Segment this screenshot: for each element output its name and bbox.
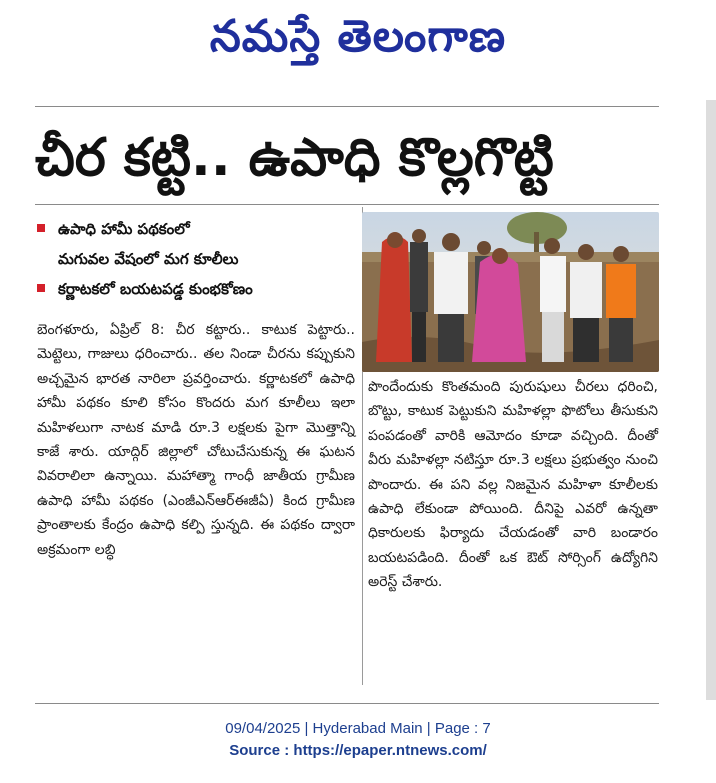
- page-edge-strip: [706, 100, 716, 700]
- red-square-bullet-icon: [37, 224, 45, 232]
- highlight-line: కర్ణాటకలో బయటపడ్డ కుంభకోణం: [58, 280, 253, 298]
- source-line: Source : https://epaper.ntnews.com/: [229, 742, 487, 759]
- page-footer: [0, 718, 716, 762]
- article-headline: చీర కట్టి.. ఉపాధి కొల్లగొట్టి: [35, 128, 554, 188]
- article-body-right-column: [368, 375, 658, 595]
- headline-divider: [35, 204, 659, 205]
- article-photo: [362, 212, 659, 372]
- article-highlights: [37, 214, 357, 304]
- red-square-bullet-icon: [37, 284, 45, 292]
- highlight-line: మగువల వేషంలో మగ కూలీలు: [58, 250, 239, 268]
- body-paragraph: బెంగళూరు, ఏప్రిల్ 8: చీర కట్టారు.. కాటుక పెట్టారు.. మెట్టెలు, గాజులు ధరించారు.. తల నిండా చీరను కప్పుకుని అచ్చమైన భారత నారిలా ప్రవర్తించారు. కర్ణాటకలో ఉపాధి హామీ పథకం కూలి కోసం కొందరు మగ కూలీలు ఇలా మహిళలుగా నాటక మాడి రూ.3 లక్షలకు పైగా మొత్తాన్ని కాజే శారు. యాద్గిర్ జిల్లాలో చోటుచేసుకున్న ఈ ఘటన వివరాలిలా ఉన్నాయి. మహాత్మా గాంధీ జాతీయ గ్రామీణ ఉపాధి హామీ పథకం (ఎంజీఎన్ఆర్ఈజీఏ) కింద గ్రామీణ ప్రాంతాలకు కేంద్రం ఉపాధి కల్పి స్తున్నది. ఈ పథకం ద్వారా అక్రమంగా లబ్ధి: [37, 322, 355, 558]
- highlight-item: [37, 214, 357, 274]
- highlight-line: ఉపాధి హామీ పథకంలో: [58, 220, 190, 238]
- edition-line: 09/04/2025 | Hyderabad Main | Page : 7: [225, 720, 491, 737]
- article-body-left-column: [37, 318, 355, 562]
- footer-divider: [35, 703, 659, 704]
- newspaper-masthead: నమస్తే తెలంగాణ: [209, 11, 507, 62]
- highlight-item: [37, 274, 357, 304]
- masthead-divider: [35, 106, 659, 107]
- body-paragraph: పొందేందుకు కొంతమంది పురుషులు చీరలు ధరించి, బొట్టు, కాటుక పెట్టుకుని మహిళల్లా ఫొటోలు తీసుకుని పంపడంతో వారికి ఆమోదం కూడా వచ్చింది. దీంతో వీరు మహిళల్లా నటిస్తూ రూ.3 లక్షలు ప్రభుత్వం నుంచి పొందారు. ఈ పని వల్ల నిజమైన మహిళా కూలీలకు ఉపాధి లేకుండా పోయింది. దీనిపై ఎవరో ఉన్నతా ధికారులకు ఫిర్యాదు చేయడంతో వారి బండారం బయటపడింది. దీంతో ఒక ఔట్ సోర్సింగ్ ఉద్యోగిని అరెస్ట్ చేశారు.: [368, 379, 658, 591]
